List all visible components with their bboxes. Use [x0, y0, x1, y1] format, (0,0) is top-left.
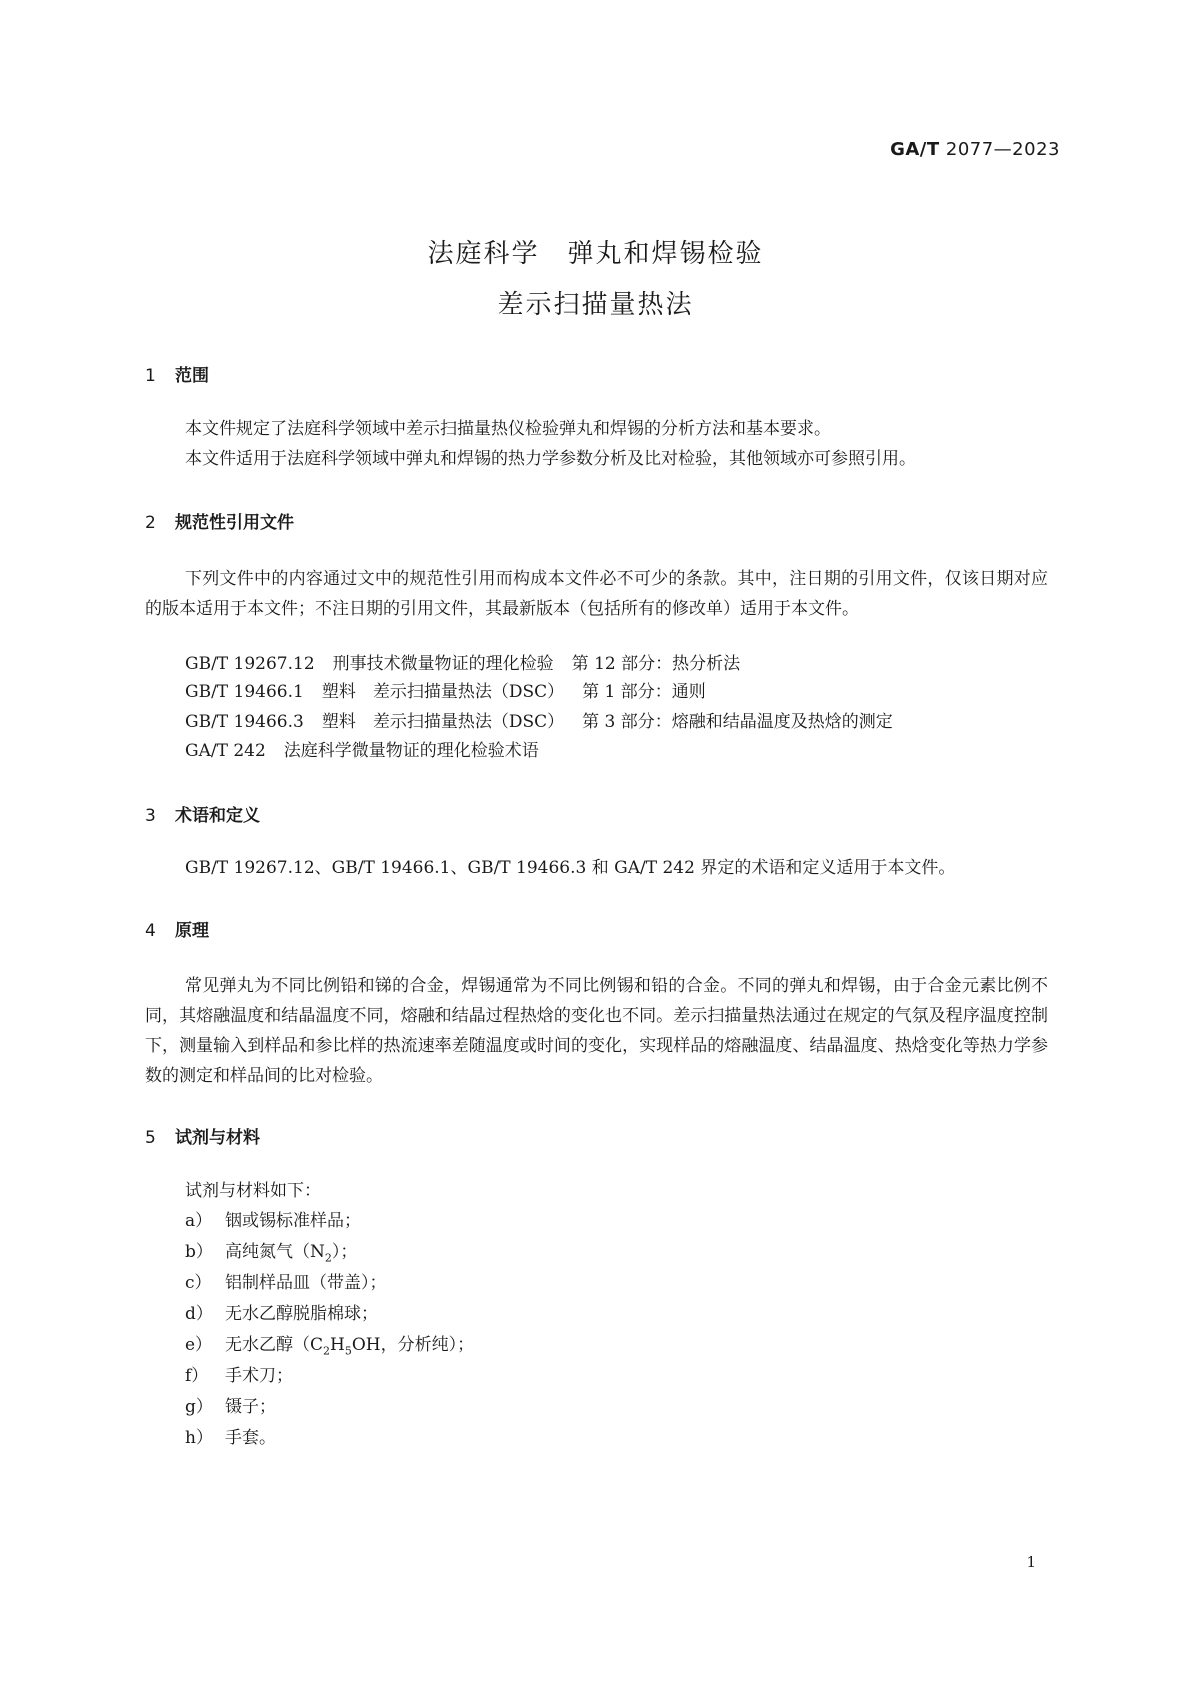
list-item: b） 高纯氮气$(N_2)$；: [185, 1242, 358, 1265]
list-item: c） 铝制样品皿（带盖）；: [185, 1273, 387, 1293]
list-item: e） 无水乙醇（$C_2H_5OH$，分析纯）；: [185, 1335, 475, 1358]
document-title-line1: 法庭科学 弹丸和焊锡检验: [427, 239, 764, 269]
standard-code: GA/T 2077—2023: [890, 139, 1060, 160]
reference-item: GA/T 242 法庭科学微量物证的理化检验术语: [185, 741, 539, 761]
section-1-paragraph-2: 本文件适用于法庭科学领域中弹丸和焊锡的热力学参数分析及比对检验，其他领域亦可参照引用。: [185, 449, 916, 469]
section-5-intro: 试剂与材料如下：: [185, 1181, 321, 1201]
section-2-intro: 下列文件中的内容通过文中的规范性引用而构成本文件必不可少的条款。其中，注日期的引用文件，仅该日期对应的版本适用于本文件；不注日期的引用文件，其最新版本（包括所有的修改单）适用于本文件。: [145, 569, 1048, 619]
page-number: 1: [1026, 1553, 1036, 1571]
list-item: h） 手套。: [185, 1428, 276, 1448]
document-title-line2: 差示扫描量热法: [497, 290, 694, 320]
list-item: a） 铟或锡标准样品；: [185, 1211, 361, 1231]
reference-item: GB/T 19466.1 塑料 差示扫描量热法（DSC） 第 1 部分：通则: [185, 682, 706, 702]
section-2-heading: 2 规范性引用文件: [145, 513, 294, 533]
section-1-heading: 1 范围: [145, 366, 209, 386]
section-3-paragraph: GB/T 19267.12、GB/T 19466.1、GB/T 19466.3 和 GA/T 242 界定的术语和定义适用于本文件。: [185, 858, 956, 878]
section-1-paragraph-1: 本文件规定了法庭科学领域中差示扫描量热仪检验弹丸和焊锡的分析方法和基本要求。: [185, 419, 831, 439]
reference-item: GB/T 19267.12 刑事技术微量物证的理化检验 第 12 部分：热分析法: [185, 654, 741, 674]
reference-item: GB/T 19466.3 塑料 差示扫描量热法（DSC） 第 3 部分：熔融和结晶温度及热焓的测定: [185, 712, 893, 732]
section-4-paragraph: 常见弹丸为不同比例铅和锑的合金，焊锡通常为不同比例锡和铅的合金。不同的弹丸和焊锡，由于合金元素比例不同，其熔融温度和结晶温度不同，熔融和结晶过程热焓的变化也不同。差示扫描量热法通过在规定的气氛及程序温度控制下，测量输入到样品和参比样的热流速率差随温度或时间的变化，实现样品的熔融温度、结晶温度、热焓变化等热力学参数的测定和样品间的比对检验。: [145, 976, 1048, 1086]
section-5-heading: 5 试剂与材料: [145, 1128, 260, 1148]
list-item: f） 手术刀；: [185, 1366, 293, 1386]
section-4-heading: 4 原理: [145, 921, 209, 941]
materials-list: [185, 1206, 474, 1454]
list-item: d） 无水乙醇脱脂棉球；: [185, 1304, 378, 1324]
section-3-heading: 3 术语和定义: [145, 806, 260, 826]
list-item: g） 镊子；: [185, 1397, 276, 1417]
